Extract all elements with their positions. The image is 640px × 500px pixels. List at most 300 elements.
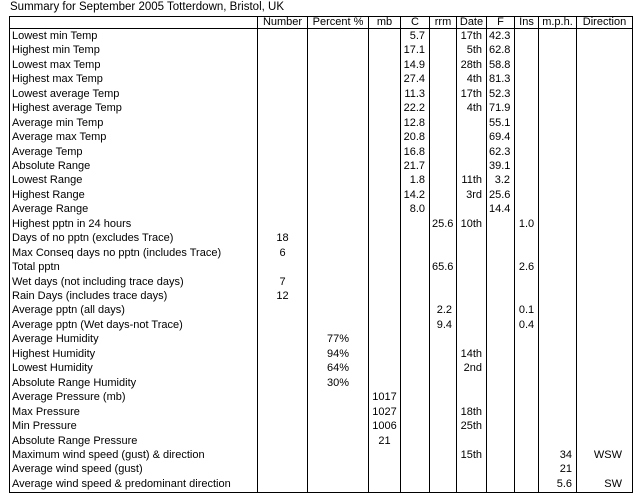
table-row <box>10 448 633 462</box>
cell-mb <box>369 58 401 72</box>
cell-percent <box>308 29 369 44</box>
cell-percent <box>308 405 369 419</box>
cell-mb <box>369 29 401 44</box>
cell-number <box>258 362 308 376</box>
cell-percent <box>308 448 369 462</box>
cell-c <box>401 362 430 376</box>
cell-mb: 1006 <box>369 419 401 433</box>
cell-number: 12 <box>258 289 308 303</box>
cell-ins <box>515 477 539 492</box>
cell-percent <box>308 44 369 58</box>
cell-rrm <box>430 362 457 376</box>
cell-rrm <box>430 87 457 101</box>
cell-dir <box>577 87 633 101</box>
cell-number <box>258 318 308 332</box>
cell-c: 1.8 <box>401 174 430 188</box>
cell-date: 15th <box>457 448 487 462</box>
header-percent: Percent % <box>308 17 369 29</box>
table-row <box>10 376 633 390</box>
header-f: F <box>487 17 515 29</box>
cell-label: Max Pressure <box>10 405 258 419</box>
cell-percent <box>308 232 369 246</box>
cell-date: 4th <box>457 101 487 115</box>
cell-rrm <box>430 434 457 448</box>
cell-rrm <box>430 203 457 217</box>
table-row <box>10 203 633 217</box>
cell-dir <box>577 419 633 433</box>
cell-mb <box>369 246 401 260</box>
cell-date <box>457 318 487 332</box>
cell-mph <box>539 58 577 72</box>
cell-date: 2nd <box>457 362 487 376</box>
cell-number: 7 <box>258 275 308 289</box>
cell-rrm <box>430 405 457 419</box>
cell-percent <box>308 463 369 477</box>
cell-dir <box>577 73 633 87</box>
cell-dir <box>577 203 633 217</box>
cell-rrm <box>430 145 457 159</box>
cell-c: 20.8 <box>401 130 430 144</box>
cell-dir <box>577 318 633 332</box>
cell-number <box>258 87 308 101</box>
cell-ins: 1.0 <box>515 217 539 231</box>
cell-rrm <box>430 58 457 72</box>
table-body <box>10 29 633 493</box>
cell-rrm: 65.6 <box>430 260 457 274</box>
cell-dir <box>577 376 633 390</box>
cell-mph: 21 <box>539 463 577 477</box>
cell-mb <box>369 376 401 390</box>
cell-label: Highest Humidity <box>10 347 258 361</box>
cell-date <box>457 116 487 130</box>
cell-date: 14th <box>457 347 487 361</box>
cell-label: Average Pressure (mb) <box>10 390 258 404</box>
cell-number <box>258 145 308 159</box>
cell-f <box>487 376 515 390</box>
cell-number <box>258 434 308 448</box>
cell-f: 69.4 <box>487 130 515 144</box>
cell-ins <box>515 87 539 101</box>
cell-c <box>401 347 430 361</box>
cell-mb <box>369 260 401 274</box>
cell-date <box>457 390 487 404</box>
cell-c <box>401 434 430 448</box>
header-mb: mb <box>369 17 401 29</box>
cell-ins <box>515 376 539 390</box>
cell-label: Absolute Range <box>10 159 258 173</box>
cell-f <box>487 347 515 361</box>
cell-rrm <box>430 477 457 492</box>
cell-c <box>401 246 430 260</box>
table-row <box>10 217 633 231</box>
cell-percent <box>308 304 369 318</box>
header-mph: m.p.h. <box>539 17 577 29</box>
cell-mb <box>369 333 401 347</box>
cell-ins <box>515 101 539 115</box>
cell-number <box>258 217 308 231</box>
cell-date <box>457 304 487 318</box>
cell-percent <box>308 246 369 260</box>
cell-percent <box>308 130 369 144</box>
cell-label: Average pptn (all days) <box>10 304 258 318</box>
cell-ins <box>515 419 539 433</box>
cell-mb <box>369 477 401 492</box>
cell-percent <box>308 434 369 448</box>
cell-date <box>457 477 487 492</box>
cell-mph <box>539 130 577 144</box>
cell-f: 62.3 <box>487 145 515 159</box>
cell-ins <box>515 58 539 72</box>
cell-label: Absolute Range Humidity <box>10 376 258 390</box>
cell-date: 10th <box>457 217 487 231</box>
cell-percent <box>308 87 369 101</box>
cell-mb <box>369 87 401 101</box>
cell-f: 81.3 <box>487 73 515 87</box>
cell-c: 16.8 <box>401 145 430 159</box>
cell-mb <box>369 304 401 318</box>
cell-ins <box>515 289 539 303</box>
cell-dir <box>577 174 633 188</box>
table-row <box>10 304 633 318</box>
cell-number <box>258 58 308 72</box>
cell-ins <box>515 246 539 260</box>
cell-mph <box>539 260 577 274</box>
cell-label: Average pptn (Wet days-not Trace) <box>10 318 258 332</box>
cell-f: 14.4 <box>487 203 515 217</box>
cell-label: Lowest Range <box>10 174 258 188</box>
cell-ins <box>515 448 539 462</box>
table-row <box>10 29 633 44</box>
cell-number <box>258 174 308 188</box>
cell-mb <box>369 101 401 115</box>
cell-date <box>457 463 487 477</box>
cell-mph <box>539 145 577 159</box>
cell-number <box>258 29 308 44</box>
cell-dir: WSW <box>577 448 633 462</box>
cell-mph <box>539 87 577 101</box>
cell-label: Average Temp <box>10 145 258 159</box>
cell-mb <box>369 463 401 477</box>
cell-mb <box>369 217 401 231</box>
cell-ins <box>515 116 539 130</box>
cell-percent: 64% <box>308 362 369 376</box>
cell-mb <box>369 159 401 173</box>
table-row <box>10 116 633 130</box>
cell-date <box>457 289 487 303</box>
cell-dir <box>577 275 633 289</box>
cell-ins <box>515 333 539 347</box>
cell-c: 21.7 <box>401 159 430 173</box>
cell-dir <box>577 434 633 448</box>
table-row <box>10 260 633 274</box>
table-row <box>10 318 633 332</box>
cell-number <box>258 463 308 477</box>
cell-dir <box>577 44 633 58</box>
cell-percent <box>308 58 369 72</box>
header-label <box>10 17 258 29</box>
cell-dir <box>577 159 633 173</box>
cell-rrm <box>430 347 457 361</box>
cell-label: Maximum wind speed (gust) & direction <box>10 448 258 462</box>
cell-label: Wet days (not including trace days) <box>10 275 258 289</box>
cell-mb <box>369 347 401 361</box>
table-row <box>10 289 633 303</box>
table-row <box>10 347 633 361</box>
cell-percent <box>308 73 369 87</box>
cell-date: 4th <box>457 73 487 87</box>
cell-f <box>487 217 515 231</box>
cell-dir <box>577 29 633 44</box>
cell-percent <box>308 260 369 274</box>
cell-mph <box>539 362 577 376</box>
cell-ins <box>515 44 539 58</box>
cell-number: 6 <box>258 246 308 260</box>
cell-c <box>401 463 430 477</box>
cell-dir <box>577 232 633 246</box>
cell-number <box>258 188 308 202</box>
table-row <box>10 130 633 144</box>
cell-c <box>401 390 430 404</box>
cell-mb: 1017 <box>369 390 401 404</box>
table-row <box>10 419 633 433</box>
header-number: Number <box>258 17 308 29</box>
cell-f <box>487 246 515 260</box>
cell-date: 11th <box>457 174 487 188</box>
cell-date: 5th <box>457 44 487 58</box>
cell-rrm <box>430 333 457 347</box>
table-row <box>10 275 633 289</box>
cell-rrm <box>430 130 457 144</box>
cell-number <box>258 159 308 173</box>
table-row <box>10 477 633 492</box>
cell-rrm: 9.4 <box>430 318 457 332</box>
cell-mph <box>539 217 577 231</box>
cell-percent <box>308 390 369 404</box>
cell-mb <box>369 448 401 462</box>
cell-rrm <box>430 73 457 87</box>
cell-number <box>258 405 308 419</box>
cell-f <box>487 434 515 448</box>
header-date: Date <box>457 17 487 29</box>
cell-ins <box>515 188 539 202</box>
cell-percent <box>308 477 369 492</box>
cell-f: 39.1 <box>487 159 515 173</box>
cell-c: 12.8 <box>401 116 430 130</box>
cell-rrm <box>430 275 457 289</box>
cell-mph <box>539 333 577 347</box>
cell-f: 58.8 <box>487 58 515 72</box>
cell-number <box>258 419 308 433</box>
table-row <box>10 362 633 376</box>
cell-rrm <box>430 289 457 303</box>
cell-rrm: 2.2 <box>430 304 457 318</box>
cell-percent <box>308 289 369 303</box>
cell-c <box>401 318 430 332</box>
cell-date <box>457 260 487 274</box>
cell-ins <box>515 159 539 173</box>
cell-c <box>401 477 430 492</box>
cell-c <box>401 260 430 274</box>
cell-date: 3rd <box>457 188 487 202</box>
cell-ins <box>515 203 539 217</box>
cell-ins <box>515 130 539 144</box>
cell-rrm <box>430 159 457 173</box>
cell-number <box>258 260 308 274</box>
cell-label: Average Range <box>10 203 258 217</box>
cell-mb <box>369 73 401 87</box>
cell-f <box>487 419 515 433</box>
cell-mph <box>539 304 577 318</box>
cell-mph <box>539 275 577 289</box>
cell-percent <box>308 203 369 217</box>
cell-f <box>487 390 515 404</box>
cell-c <box>401 217 430 231</box>
cell-mph <box>539 246 577 260</box>
cell-mb <box>369 318 401 332</box>
cell-number <box>258 347 308 361</box>
cell-mph <box>539 29 577 44</box>
cell-f <box>487 304 515 318</box>
cell-date <box>457 159 487 173</box>
cell-mph <box>539 188 577 202</box>
cell-mph <box>539 232 577 246</box>
cell-date: 28th <box>457 58 487 72</box>
cell-f: 55.1 <box>487 116 515 130</box>
cell-rrm <box>430 448 457 462</box>
cell-percent <box>308 116 369 130</box>
header-c: C <box>401 17 430 29</box>
cell-label: Lowest average Temp <box>10 87 258 101</box>
cell-ins <box>515 463 539 477</box>
cell-ins <box>515 145 539 159</box>
cell-c <box>401 405 430 419</box>
table-row <box>10 174 633 188</box>
cell-number: 18 <box>258 232 308 246</box>
cell-mb <box>369 362 401 376</box>
cell-rrm <box>430 419 457 433</box>
cell-label: Average wind speed (gust) <box>10 463 258 477</box>
cell-mph <box>539 376 577 390</box>
cell-mph <box>539 390 577 404</box>
cell-percent <box>308 145 369 159</box>
cell-c: 17.1 <box>401 44 430 58</box>
cell-c <box>401 333 430 347</box>
cell-label: Min Pressure <box>10 419 258 433</box>
table-row <box>10 232 633 246</box>
cell-rrm <box>430 101 457 115</box>
cell-mb <box>369 116 401 130</box>
cell-rrm <box>430 232 457 246</box>
cell-mph <box>539 159 577 173</box>
cell-dir <box>577 188 633 202</box>
cell-c: 27.4 <box>401 73 430 87</box>
page-title: Summary for September 2005 Totterdown, Bristol, UK <box>10 1 284 13</box>
cell-f <box>487 477 515 492</box>
cell-ins <box>515 347 539 361</box>
cell-f: 62.8 <box>487 44 515 58</box>
cell-date <box>457 145 487 159</box>
cell-dir: SW <box>577 477 633 492</box>
table-row <box>10 333 633 347</box>
cell-percent <box>308 159 369 173</box>
cell-c <box>401 289 430 303</box>
cell-ins <box>515 362 539 376</box>
table-row <box>10 58 633 72</box>
cell-label: Days of no pptn (excludes Trace) <box>10 232 258 246</box>
cell-number <box>258 203 308 217</box>
cell-number <box>258 333 308 347</box>
cell-number <box>258 130 308 144</box>
table-row <box>10 246 633 260</box>
cell-ins <box>515 232 539 246</box>
cell-mb <box>369 275 401 289</box>
cell-mph <box>539 203 577 217</box>
cell-date <box>457 275 487 289</box>
table-row <box>10 101 633 115</box>
cell-label: Max Conseq days no pptn (includes Trace) <box>10 246 258 260</box>
cell-date: 25th <box>457 419 487 433</box>
cell-dir <box>577 405 633 419</box>
cell-mb <box>369 203 401 217</box>
table-row <box>10 434 633 448</box>
cell-number <box>258 73 308 87</box>
table-row <box>10 188 633 202</box>
cell-date <box>457 203 487 217</box>
cell-label: Lowest min Temp <box>10 29 258 44</box>
cell-label: Highest max Temp <box>10 73 258 87</box>
cell-c: 22.2 <box>401 101 430 115</box>
cell-percent <box>308 101 369 115</box>
cell-number <box>258 304 308 318</box>
cell-number <box>258 44 308 58</box>
cell-rrm <box>430 188 457 202</box>
cell-c: 8.0 <box>401 203 430 217</box>
cell-dir <box>577 58 633 72</box>
cell-mb <box>369 145 401 159</box>
cell-label: Highest average Temp <box>10 101 258 115</box>
cell-c <box>401 275 430 289</box>
cell-dir <box>577 304 633 318</box>
cell-label: Average wind speed & predominant direction <box>10 477 258 492</box>
cell-mb <box>369 188 401 202</box>
cell-c: 14.2 <box>401 188 430 202</box>
cell-f: 3.2 <box>487 174 515 188</box>
cell-mb <box>369 44 401 58</box>
cell-label: Average Humidity <box>10 333 258 347</box>
cell-ins <box>515 174 539 188</box>
cell-c <box>401 448 430 462</box>
cell-dir <box>577 116 633 130</box>
cell-f <box>487 362 515 376</box>
cell-f <box>487 405 515 419</box>
cell-dir <box>577 289 633 303</box>
cell-date: 17th <box>457 87 487 101</box>
cell-mph: 5.6 <box>539 477 577 492</box>
cell-dir <box>577 362 633 376</box>
table-row <box>10 145 633 159</box>
cell-percent <box>308 318 369 332</box>
cell-dir <box>577 101 633 115</box>
cell-rrm <box>430 116 457 130</box>
cell-label: Total pptn <box>10 260 258 274</box>
cell-f <box>487 463 515 477</box>
cell-rrm <box>430 29 457 44</box>
cell-c <box>401 304 430 318</box>
cell-ins: 0.4 <box>515 318 539 332</box>
cell-date: 17th <box>457 29 487 44</box>
cell-mph <box>539 73 577 87</box>
cell-mph <box>539 116 577 130</box>
